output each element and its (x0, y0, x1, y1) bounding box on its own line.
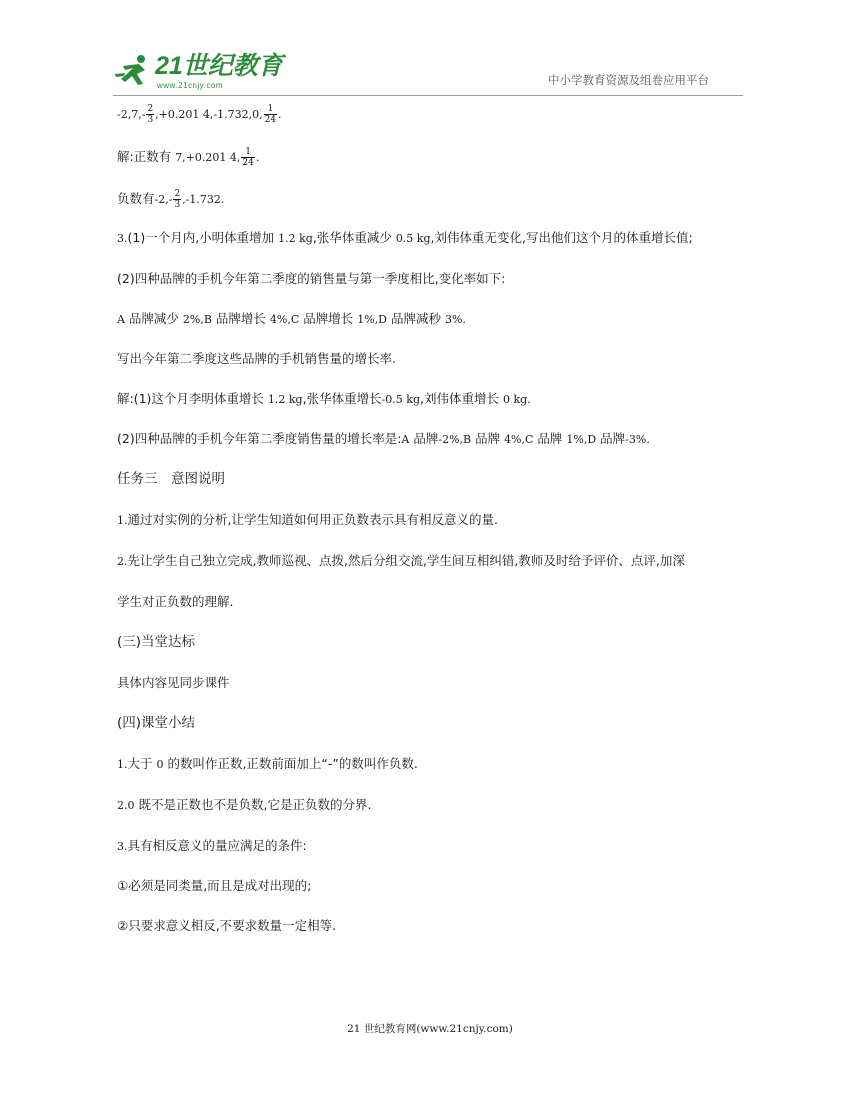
text: 品牌 (471, 431, 505, 446)
condition-2: ②只要求意义相反,不要求数量一定相等. (117, 918, 337, 933)
text: (2)四种品牌的手机今年第二季度销售量的增长率是: (117, 431, 402, 446)
text: 1. (117, 758, 128, 771)
text: 1. (117, 514, 128, 527)
header-divider (113, 95, 743, 96)
text: 品牌减秒 (387, 311, 445, 326)
logo-text: 21世纪教育 (155, 52, 283, 80)
text: 大于 (127, 756, 157, 771)
numerator: 2 (174, 189, 181, 199)
text: 3. (117, 840, 128, 853)
intent-2-cont: 学生对正负数的理解. (117, 594, 234, 609)
page-header (0, 0, 860, 96)
text: ,刘伟体重增长 (420, 391, 503, 406)
section-3-heading: (三)当堂达标 (117, 634, 196, 650)
answer-part-1 (117, 391, 531, 408)
text: . (278, 108, 282, 121)
text: 0.5 kg (395, 232, 431, 245)
text: -2%,B (438, 433, 472, 446)
text: 解:正数有 (117, 149, 176, 164)
text: 1.2 kg (278, 232, 313, 245)
text: 品牌 (596, 431, 626, 446)
page-footer: 21 世纪教育网(www.21cnjy.com) (347, 1023, 513, 1035)
denominator: 3 (147, 115, 154, 125)
intent-2 (117, 553, 685, 570)
text: 7,+0.201 4, (175, 151, 241, 164)
summary-2 (117, 797, 371, 814)
text: 品牌 (533, 431, 567, 446)
text: 品牌增长 (211, 311, 270, 326)
text: ,-1.732. (182, 193, 225, 206)
text: 3%. (444, 313, 466, 326)
text: 既不是正数也不是负数,它是正负数的分界. (134, 797, 372, 812)
fraction-one-24th (241, 147, 254, 168)
text: 解:(1)这个月李明体重增长 (117, 391, 268, 406)
text: 4%,C (504, 433, 534, 446)
text: -3%. (625, 433, 650, 446)
text: 1%,D (566, 433, 597, 446)
denominator: 24 (242, 158, 254, 168)
intent-1 (117, 512, 498, 529)
text: 0 kg. (502, 393, 531, 406)
condition-1: ①必须是同类量,而且是成对出现的; (117, 878, 312, 893)
platform-name: 中小学教育资源及组卷应用平台 (548, 73, 709, 87)
text: ,张华体重增长 (302, 391, 382, 406)
text: 具有相反意义的量应满足的条件: (127, 838, 307, 853)
section-3-content: 具体内容见同步课件 (117, 675, 230, 690)
numerator: 2 (147, 104, 154, 114)
text: 4%,C (269, 313, 300, 326)
text: 通过对实例的分析,让学生知道如何用正负数表示具有相反意义的量. (127, 512, 498, 527)
text: A (117, 313, 125, 326)
text: 品牌 (409, 431, 439, 446)
text: ,刘伟体重无变化,写出他们这个月的体重增长值; (430, 230, 693, 245)
text: 品牌增长 (299, 311, 358, 326)
text: A (401, 433, 410, 446)
fraction-two-thirds (146, 104, 154, 125)
change-rates (117, 311, 466, 328)
text: ,+0.201 4,-1.732,0, (155, 108, 263, 121)
task-3-heading: 任务三 意图说明 (117, 471, 225, 487)
text: 1%,D (357, 313, 387, 326)
text: 品牌减少 (124, 311, 183, 326)
text: 2.0 (117, 799, 135, 812)
numerator: 1 (241, 147, 254, 158)
denominator: 3 (174, 200, 181, 210)
text: 2. (117, 555, 128, 568)
positive-numbers (117, 147, 259, 168)
question-3-instruction: 写出今年第二季度这些品牌的手机销售量的增长率. (117, 351, 396, 366)
number-list (117, 104, 282, 125)
text: -2,- (154, 193, 173, 206)
summary-3 (117, 838, 307, 855)
numerator: 1 (264, 104, 277, 115)
text: 负数有 (117, 191, 155, 206)
text: 3. (117, 232, 128, 245)
text: 2%,B (182, 313, 212, 326)
question-3-part-1 (117, 230, 693, 247)
negative-numbers (117, 189, 224, 210)
fraction-two-thirds (173, 189, 181, 210)
summary-1 (117, 756, 418, 773)
text: -0.5 kg (381, 393, 421, 406)
text: 先让学生自己独立完成,教师巡视、点拨,然后分组交流,学生间互相纠错,教师及时给予评价、点评,加深 (127, 553, 685, 568)
text: 0 (156, 758, 164, 771)
text: 的数叫作正数,正数前面加上“-”的数叫作负数. (163, 756, 418, 771)
text: . (255, 151, 260, 164)
running-figure-icon (113, 54, 155, 88)
denominator: 24 (264, 115, 277, 125)
text: -2,7,- (117, 108, 146, 121)
text: (1)一个月内,小明体重增加 (127, 230, 279, 245)
logo-url: www.21cnjy.com (157, 81, 223, 90)
question-3-part-2: (2)四种品牌的手机今年第二季度的销售量与第一季度相比,变化率如下: (117, 271, 506, 286)
logo (113, 52, 283, 94)
section-4-heading: (四)课堂小结 (117, 715, 196, 731)
fraction-one-24th (264, 104, 277, 125)
text: 1.2 kg (267, 393, 303, 406)
text: ,张华体重减少 (312, 230, 396, 245)
answer-part-2 (117, 431, 650, 448)
